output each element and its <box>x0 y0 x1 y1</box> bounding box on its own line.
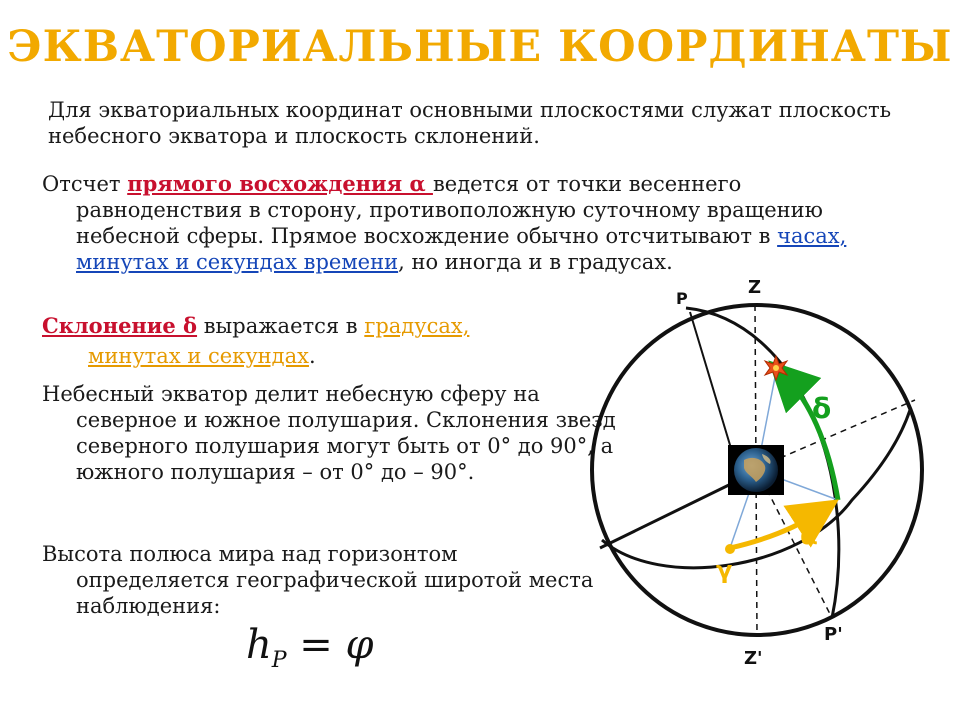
label-z-prime: Z' <box>744 648 763 669</box>
equator-dashed <box>780 400 915 458</box>
equator-paragraph: Небесный экватор делит небесную сферу на северное и южное полушария. Склонения звезд северного полушария могут быть от 0° до 90°, а южного полушария – от 0° до – 90°. <box>42 382 616 484</box>
label-gamma: γ <box>716 556 733 584</box>
label-z: Z <box>748 277 762 298</box>
formula-h: h <box>246 622 272 668</box>
equator-diameter <box>600 482 735 548</box>
world-axis <box>690 312 733 455</box>
p1-text-b: ведется от точки весеннего равноденствия в сторону, противоположную суточному вращению небесной сферы. Прямое восхождение обычно отсчитывают в <box>76 172 823 248</box>
p2-end: . <box>308 344 316 368</box>
label-p-prime: P' <box>824 624 843 645</box>
label-delta: δ <box>812 392 832 425</box>
label-alpha: α <box>800 521 818 551</box>
formula-sub: P <box>271 648 287 673</box>
pole-height-paragraph: Высота полюса мира над горизонтом определяется географической широтой места наблюдения: <box>42 542 594 618</box>
intro-paragraph: Для экваториальных координат основными плоскостями служат плоскость небесного экватора и плоскость склонений. <box>48 98 892 148</box>
minutes-seconds-link[interactable]: минутах и секундах <box>88 344 309 368</box>
p2-text-a: выражается в <box>197 314 365 338</box>
p1-text-c: , но иногда и в градусах. <box>398 250 673 274</box>
formula-rest: = φ <box>286 622 374 668</box>
label-p: P <box>676 289 688 308</box>
time-units-link[interactable]: часах, минутах и секундах времени <box>76 224 847 274</box>
page-title: ЭКВАТОРИАЛЬНЫЕ КООРДИНАТЫ <box>7 22 953 72</box>
vernal-equinox-point <box>725 544 735 554</box>
right-ascension-term[interactable]: прямого восхождения α <box>127 171 433 196</box>
p1-text-a: Отсчет <box>42 172 128 196</box>
degrees-link[interactable]: градусах, <box>364 314 470 338</box>
earth-icon <box>728 445 784 495</box>
declination-term[interactable]: Склонение δ <box>42 313 198 338</box>
